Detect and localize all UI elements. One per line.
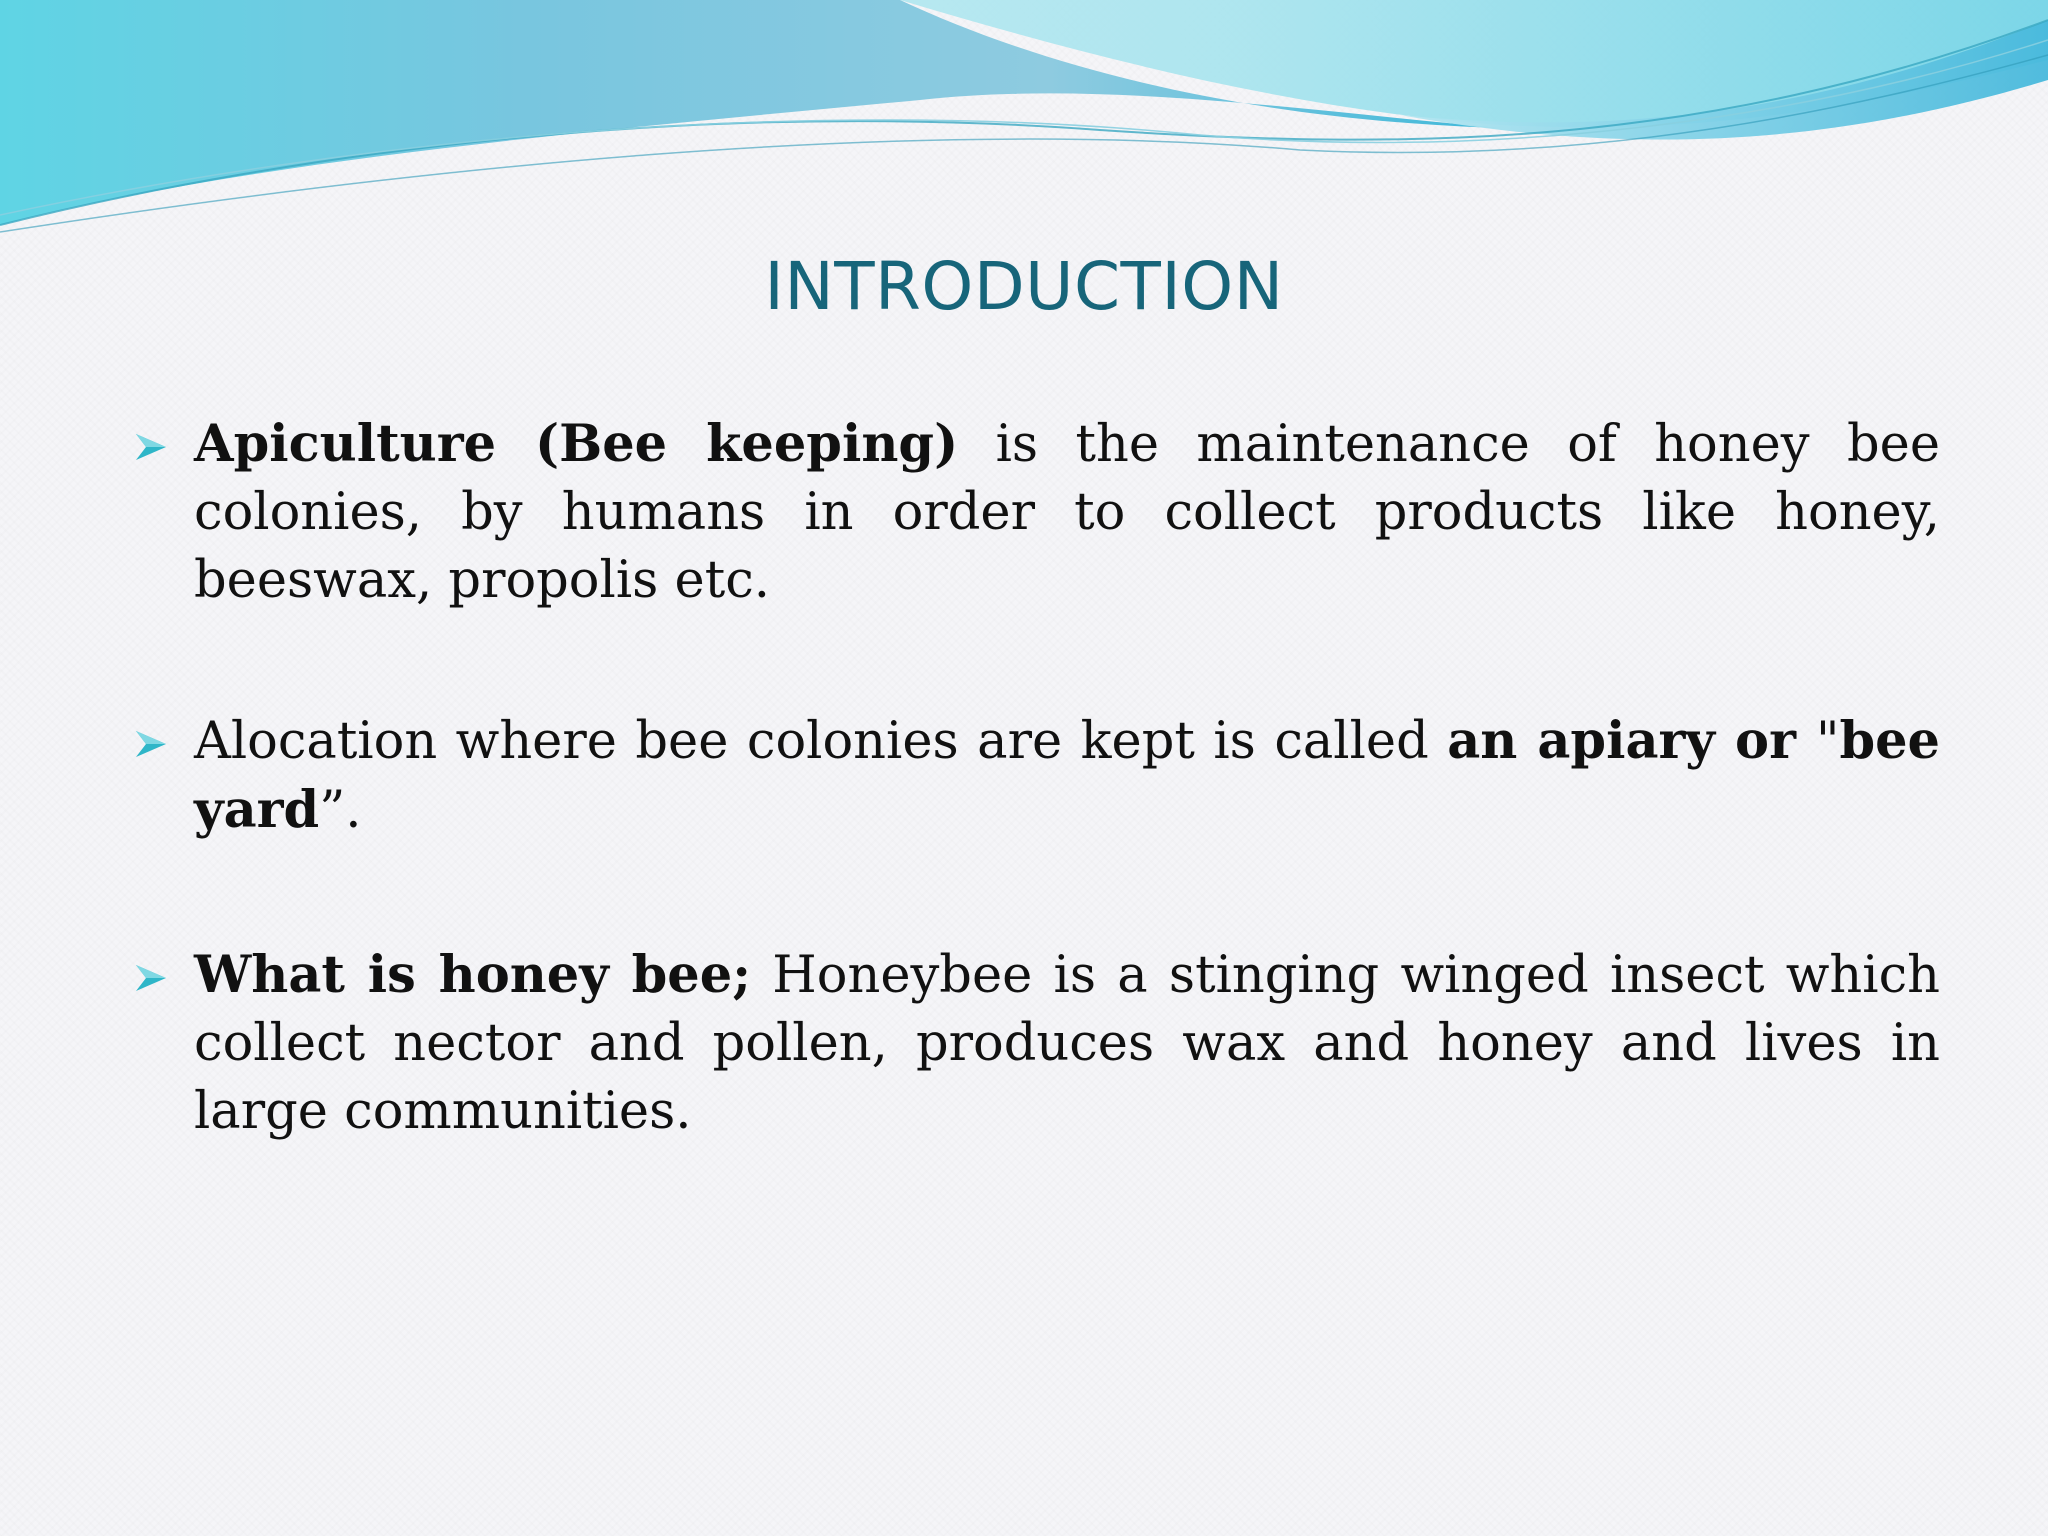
bullet-bold-apiary: an apiary or xyxy=(1447,711,1816,771)
bullet-text-apiary-prefix: Alocation where bee colonies are kept is called xyxy=(194,712,1448,771)
bullet-item-honey-bee xyxy=(130,941,1940,1146)
arrow-bullet-icon xyxy=(134,432,168,462)
arrow-bullet-icon xyxy=(134,963,168,993)
bullet-quote-open: " xyxy=(1815,712,1840,771)
bullet-text-apiculture: is the maintenance of honey bee colonies, by humans in order to collect products like honey, beeswax, propolis etc. xyxy=(194,415,1940,610)
bullet-list xyxy=(130,410,1940,1146)
bullet-item-apiculture xyxy=(130,410,1940,615)
bullet-lead-honey-bee: What is honey bee; xyxy=(194,945,752,1005)
slide-title: INTRODUCTION xyxy=(764,248,1284,325)
arrow-bullet-icon xyxy=(134,729,168,759)
bullet-item-apiary xyxy=(130,707,1940,845)
bullet-bold-bee-yard: bee yard xyxy=(194,711,1941,840)
bullet-text-apiary-suffix: ”. xyxy=(319,781,362,840)
bullet-text-honey-bee: Honeybee is a stinging winged insect which collect nector and pollen, produces wax and honey and lives in large communities. xyxy=(194,946,1940,1141)
bullet-lead-apiculture: Apiculture (Bee keeping) xyxy=(194,414,959,474)
top-wave-decoration xyxy=(0,0,2048,240)
